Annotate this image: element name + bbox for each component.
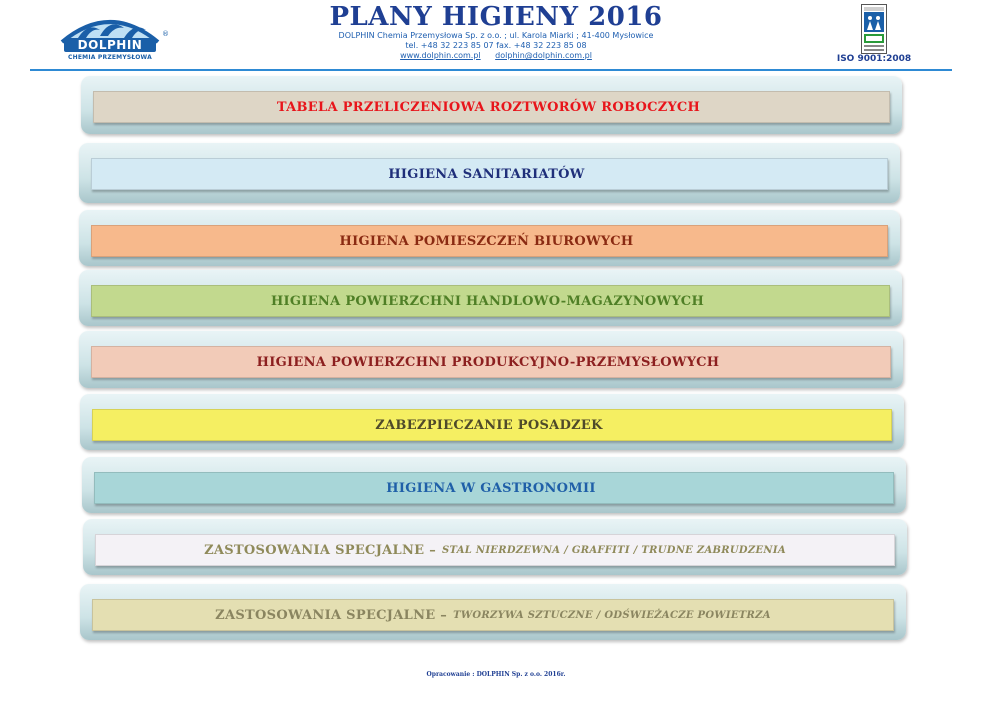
menu-button-text: HIGIENA POMIESZCZEŃ BIUROWYCH xyxy=(339,233,634,249)
menu-button-label-2 xyxy=(91,158,888,190)
certificate-badge xyxy=(861,4,887,54)
contact-links xyxy=(272,51,720,61)
menu-button-text: HIGIENA POWIERZCHNI HANDLOWO-MAGAZYNOWYCH xyxy=(270,293,705,309)
menu-button-text: ZASTOSOWANIA SPECJALNE – xyxy=(215,607,448,623)
menu-button-text: TABELA PRZELICZENIOWA ROZTWORÓW ROBOCZYCH xyxy=(276,99,701,115)
menu-button-label-3 xyxy=(91,225,888,257)
menu-button-text: ZABEZPIECZANIE POSADZEK xyxy=(375,417,603,433)
menu-button-2[interactable] xyxy=(79,143,900,203)
menu-button-label-1 xyxy=(93,91,890,123)
company-address: DOLPHIN Chemia Przemysłowa Sp. z o.o. ; ul. Karola Miarki ; 41-400 Mysłowice xyxy=(338,31,654,40)
menu-button-text: ZASTOSOWANIA SPECJALNE – xyxy=(204,542,436,558)
menu-button-label-9 xyxy=(92,599,894,631)
menu-button-label-7 xyxy=(94,472,894,504)
page-title: PLANY HIGIENY 2016 xyxy=(329,2,663,32)
menu-button-text: HIGIENA SANITARIATÓW xyxy=(388,166,585,182)
menu-button-1[interactable] xyxy=(81,76,902,134)
menu-button-text: HIGIENA W GASTRONOMII xyxy=(386,480,596,496)
company-phone: tel. +48 32 223 85 07 fax. +48 32 223 85 08 xyxy=(405,41,587,50)
menu-button-subtext: TWORZYWA SZTUCZNE / ODŚWIEŻACZE POWIETRZA xyxy=(453,609,771,621)
menu-button-9[interactable] xyxy=(80,584,906,640)
menu-button-8[interactable] xyxy=(83,519,907,575)
footer-credit: Opracowanie : DOLPHIN Sp. z o.o. 2016r. xyxy=(426,671,566,678)
menu-button-text: HIGIENA POWIERZCHNI PRODUKCYJNO-PRZEMYSŁOWYCH xyxy=(256,354,720,370)
logo-name: DOLPHIN xyxy=(64,38,156,52)
logo-subtitle: CHEMIA PRZEMYSŁOWA xyxy=(68,54,152,61)
menu-button-label-5 xyxy=(91,346,891,378)
menu-button-6[interactable] xyxy=(80,394,904,450)
registered-mark: ® xyxy=(162,30,169,38)
dolphin-logo xyxy=(58,8,176,66)
page-header xyxy=(0,0,992,72)
menu-button-7[interactable] xyxy=(82,457,906,513)
dnv-certificate-icon xyxy=(861,4,887,54)
menu-button-4[interactable] xyxy=(79,270,902,326)
menu-button-3[interactable] xyxy=(79,210,900,266)
menu-button-subtext: STAL NIERDZEWNA / GRAFFITI / TRUDNE ZABRUDZENIA xyxy=(442,544,786,556)
website-link[interactable]: www.dolphin.com.pl xyxy=(400,51,481,60)
iso-certificate-label: ISO 9001:2008 xyxy=(836,54,912,64)
menu-button-label-4 xyxy=(91,285,890,317)
email-link[interactable]: dolphin@dolphin.com.pl xyxy=(495,51,592,60)
menu-button-label-6 xyxy=(92,409,892,441)
header-divider xyxy=(30,69,952,71)
menu-button-label-8 xyxy=(95,534,895,566)
menu-button-5[interactable] xyxy=(79,331,903,388)
